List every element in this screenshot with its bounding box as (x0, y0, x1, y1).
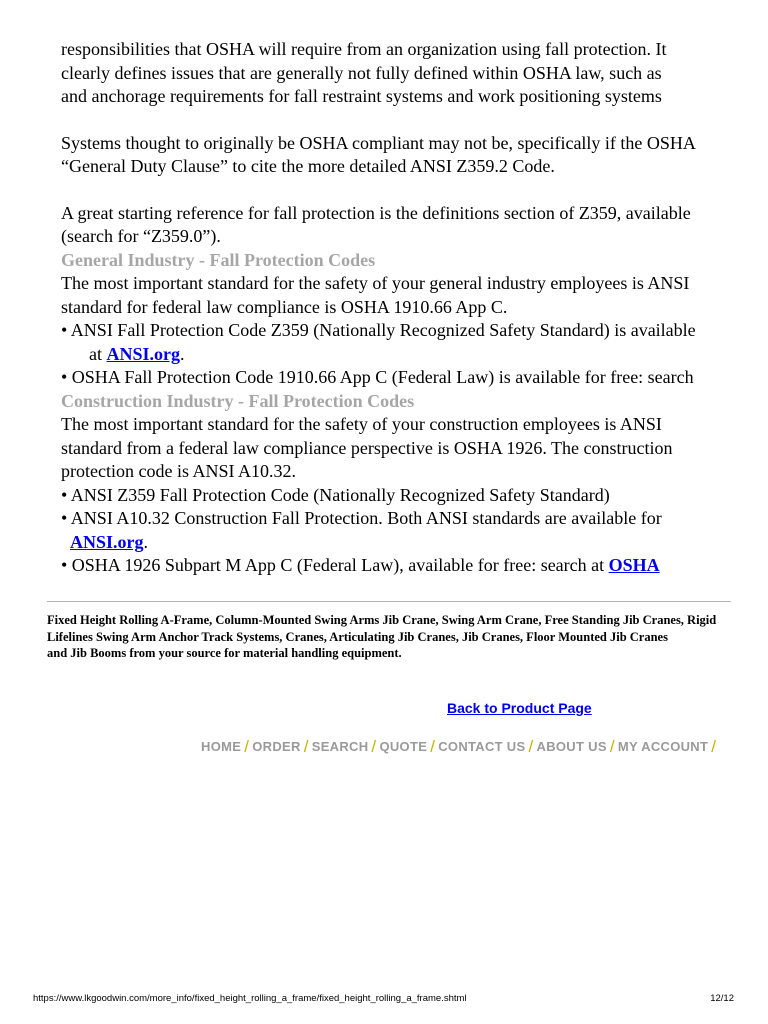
nav-separator: / (609, 737, 615, 756)
nav-separator: / (244, 737, 250, 756)
bullet-item: • ANSI Fall Protection Code Z359 (Nationally Recognized Safety Standard) is available (61, 320, 696, 340)
summary-line: and Jib Booms from your source for material handling equipment. (47, 646, 402, 660)
page-number: 12/12 (710, 993, 734, 1004)
nav-separator: / (371, 737, 377, 756)
paragraph-line: The most important standard for the safety of your construction employees is ANSI (61, 414, 662, 434)
paragraph-line: and anchorage requirements for fall restraint systems and work positioning systems (61, 86, 662, 106)
paragraph-line: Systems thought to originally be OSHA compliant may not be, specifically if the OSHA (61, 132, 696, 153)
horizontal-divider (47, 601, 731, 602)
bullet-text: • OSHA 1926 Subpart M App C (Federal Law), available for free: search at (61, 555, 609, 575)
nav-search[interactable]: SEARCH (311, 739, 369, 754)
bullet-item (61, 554, 731, 578)
nav-home[interactable]: HOME (201, 739, 242, 754)
paragraph-line: The most important standard for the safety of your general industry employees is ANSI (61, 273, 690, 293)
bullet-item: • ANSI Z359 Fall Protection Code (Nationally Recognized Safety Standard) (61, 484, 610, 505)
bullet-continuation (61, 531, 731, 555)
keyword-summary (47, 612, 731, 662)
nav-separator: / (528, 737, 534, 756)
section-title-general-industry: General Industry - Fall Protection Codes (61, 249, 376, 270)
bullet-continuation (61, 343, 731, 367)
ansi-org-link-construction[interactable]: ANSI.org (70, 531, 144, 552)
nav-contact-us[interactable]: CONTACT US (438, 739, 526, 754)
nav-separator: / (430, 737, 436, 756)
nav-my-account[interactable]: MY ACCOUNT (617, 739, 709, 754)
summary-line: Lifelines Swing Arm Anchor Track Systems, Cranes, Articulating Jib Cranes, Jib Cranes, Floor Mounted Jib Cranes (47, 629, 668, 644)
nav-order[interactable]: ORDER (252, 739, 301, 754)
section-title-construction-industry: Construction Industry - Fall Protection Codes (61, 390, 415, 411)
paragraph-line: (search for “Z359.0”). (61, 226, 221, 246)
nav-about-us[interactable]: ABOUT US (536, 739, 607, 754)
paragraph-line: protection code is ANSI A10.32. (61, 461, 296, 481)
footer-nav (201, 736, 731, 756)
period-text: . (180, 343, 185, 364)
period-text: . (143, 531, 149, 552)
paragraph-line: standard for federal law compliance is OSHA 1910.66 App C. (61, 296, 508, 317)
paragraph-line: standard from a federal law compliance perspective is OSHA 1926. The construction (61, 437, 673, 458)
paragraph-line: responsibilities that OSHA will require from an organization using fall protection. It (61, 39, 667, 59)
at-text: at (89, 343, 107, 364)
paragraph-line: A great starting reference for fall protection is the definitions section of Z359, available (61, 202, 691, 223)
osha-link[interactable]: OSHA (608, 555, 660, 575)
paragraph-line: clearly defines issues that are generally not fully defined within OSHA law, such as (61, 62, 662, 83)
nav-quote[interactable]: QUOTE (379, 739, 428, 754)
bullet-item: • ANSI A10.32 Construction Fall Protection. Both ANSI standards are available for (61, 508, 662, 528)
bullet-item: • OSHA Fall Protection Code 1910.66 App C (Federal Law) is available for free: search (61, 367, 694, 387)
paragraph-line: “General Duty Clause” to cite the more detailed ANSI Z359.2 Code. (61, 156, 555, 176)
nav-separator: / (711, 737, 717, 756)
ansi-org-link[interactable]: ANSI.org (106, 343, 181, 364)
article-content (61, 38, 731, 578)
nav-separator: / (303, 737, 309, 756)
print-url: https://www.lkgoodwin.com/more_info/fixed_height_rolling_a_frame/fixed_height_rolling_a_frame.shtml (33, 993, 467, 1004)
summary-line: Fixed Height Rolling A-Frame, Column-Mounted Swing Arms Jib Crane, Swing Arm Crane, Free Standing Jib Cranes, Rigid (47, 613, 717, 627)
back-to-product-page-link[interactable]: Back to Product Page (447, 700, 592, 716)
